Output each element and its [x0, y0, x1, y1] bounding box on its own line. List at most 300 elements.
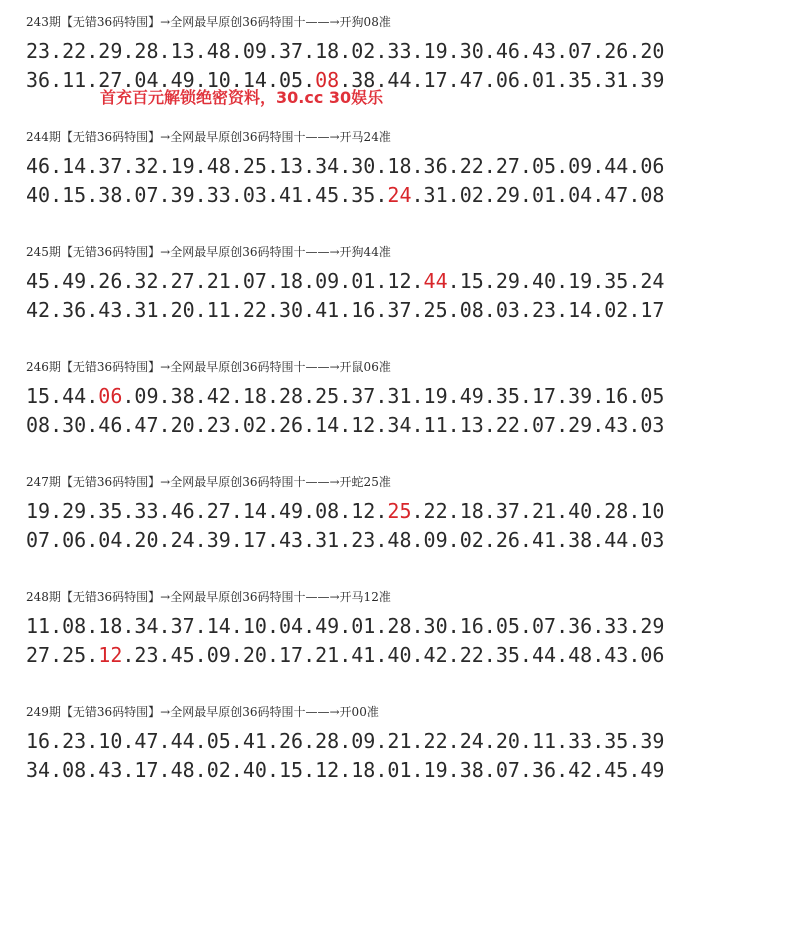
number-cell: 22: [459, 643, 484, 667]
separator-dot: .: [86, 183, 99, 207]
number-cell: 02: [206, 758, 231, 782]
separator-dot: .: [266, 758, 279, 782]
period-block: [26, 238, 800, 325]
period-header: 244期【无错36码特围】→全网最早原创36码特围十——→开马24准: [26, 130, 391, 144]
number-cell: 03: [242, 183, 267, 207]
number-cell: 20: [170, 413, 195, 437]
separator-dot: .: [86, 614, 99, 638]
number-cell: 17: [640, 298, 665, 322]
separator-dot: .: [266, 729, 279, 753]
period-block: [26, 698, 800, 785]
separator-dot: .: [519, 183, 532, 207]
number-cell: 48: [170, 758, 195, 782]
number-cell: 40: [26, 183, 51, 207]
number-cell: 34: [315, 154, 340, 178]
number-cell: 17: [278, 643, 304, 667]
number-cell: 37: [278, 39, 304, 63]
number-cell: 04: [98, 528, 123, 552]
separator-dot: .: [339, 528, 352, 552]
number-cell: 34: [26, 758, 51, 782]
number-cell: 26: [278, 729, 304, 753]
separator-dot: .: [122, 269, 135, 293]
separator-dot: .: [556, 269, 569, 293]
separator-dot: .: [86, 39, 99, 63]
number-cell: 17: [134, 758, 159, 782]
number-cell: 16: [604, 384, 629, 408]
separator-dot: .: [266, 384, 279, 408]
separator-dot: .: [194, 729, 207, 753]
separator-dot: .: [230, 269, 243, 293]
separator-dot: .: [411, 729, 424, 753]
number-cell: 01: [351, 269, 376, 293]
number-cell: 37: [170, 614, 195, 638]
separator-dot: .: [86, 643, 99, 667]
number-cell: 41: [278, 183, 304, 207]
number-cell: 06: [495, 68, 520, 92]
number-row: [26, 526, 800, 555]
number-cell: 08: [640, 183, 665, 207]
number-cell: 47: [134, 729, 159, 753]
number-cell: 49: [459, 384, 484, 408]
number-cell: 05: [495, 614, 520, 638]
number-cell: 43: [98, 758, 123, 782]
period-header: 243期【无错36码特围】→全网最早原创36码特围十——→开狗08准: [26, 15, 391, 29]
separator-dot: .: [86, 269, 99, 293]
separator-dot: .: [375, 384, 388, 408]
separator-dot: .: [122, 758, 135, 782]
number-cell: 04: [568, 183, 593, 207]
number-cell: 10: [206, 68, 231, 92]
separator-dot: .: [483, 643, 496, 667]
separator-dot: .: [519, 68, 532, 92]
number-cell: 07: [568, 39, 593, 63]
number-cell: 12: [351, 413, 376, 437]
number-cell: 22: [495, 413, 520, 437]
separator-dot: .: [628, 643, 641, 667]
number-cell: 47: [604, 183, 629, 207]
separator-dot: .: [230, 39, 243, 63]
separator-dot: .: [592, 413, 605, 437]
separator-dot: .: [122, 413, 135, 437]
period-block: [26, 353, 800, 440]
separator-dot: .: [266, 499, 279, 523]
separator-dot: .: [375, 39, 388, 63]
separator-dot: .: [122, 68, 135, 92]
separator-dot: .: [519, 528, 532, 552]
separator-dot: .: [339, 614, 352, 638]
separator-dot: .: [375, 269, 388, 293]
number-cell: 08: [62, 758, 87, 782]
separator-dot: .: [122, 298, 135, 322]
separator-dot: .: [483, 298, 496, 322]
separator-dot: .: [158, 528, 171, 552]
separator-dot: .: [556, 183, 569, 207]
number-cell: 08: [459, 298, 484, 322]
separator-dot: .: [556, 68, 569, 92]
separator-dot: .: [519, 729, 532, 753]
separator-dot: .: [592, 758, 605, 782]
number-cell: 29: [495, 183, 520, 207]
number-cell: 43: [531, 39, 557, 63]
number-cell: 49: [640, 758, 665, 782]
separator-dot: .: [411, 758, 424, 782]
number-cell: 40: [568, 499, 593, 523]
separator-dot: .: [556, 384, 569, 408]
number-cell: 45: [26, 269, 51, 293]
number-cell: 44: [387, 68, 412, 92]
separator-dot: .: [411, 643, 424, 667]
separator-dot: .: [303, 154, 316, 178]
separator-dot: .: [339, 413, 352, 437]
separator-dot: .: [339, 499, 352, 523]
separator-dot: .: [592, 729, 605, 753]
number-cell: 22: [242, 298, 267, 322]
number-cell: 28: [387, 614, 412, 638]
number-cell: 05: [531, 154, 557, 178]
separator-dot: .: [158, 384, 171, 408]
number-row: [26, 37, 800, 66]
number-cell: 23: [206, 413, 231, 437]
number-cell: 30: [351, 154, 376, 178]
number-row: [26, 756, 800, 785]
number-cell: 27: [98, 68, 123, 92]
number-cell: 35: [568, 68, 593, 92]
separator-dot: .: [194, 758, 207, 782]
number-cell: 46: [495, 39, 520, 63]
number-cell: 18: [459, 499, 484, 523]
number-cell: 20: [640, 39, 665, 63]
separator-dot: .: [447, 183, 460, 207]
separator-dot: .: [303, 298, 316, 322]
number-cell: 30: [62, 413, 87, 437]
number-cell: 29: [568, 413, 593, 437]
separator-dot: .: [592, 183, 605, 207]
number-cell: 38: [568, 528, 593, 552]
separator-dot: .: [50, 269, 63, 293]
separator-dot: .: [122, 39, 135, 63]
separator-dot: .: [230, 413, 243, 437]
separator-dot: .: [556, 528, 569, 552]
separator-dot: .: [628, 729, 641, 753]
separator-dot: .: [411, 499, 424, 523]
number-cell: 34: [387, 413, 412, 437]
separator-dot: .: [483, 528, 496, 552]
separator-dot: .: [303, 499, 316, 523]
separator-dot: .: [86, 528, 99, 552]
period-header: 247期【无错36码特围】→全网最早原创36码特围十——→开蛇25准: [26, 475, 391, 489]
number-cell: 20: [170, 298, 195, 322]
number-row: [26, 612, 800, 641]
separator-dot: .: [375, 298, 388, 322]
separator-dot: .: [447, 729, 460, 753]
separator-dot: .: [375, 643, 388, 667]
number-cell: 43: [604, 413, 629, 437]
number-cell: 44: [604, 154, 629, 178]
separator-dot: .: [375, 499, 388, 523]
number-cell: 41: [531, 528, 557, 552]
separator-dot: .: [628, 384, 641, 408]
separator-dot: .: [628, 614, 641, 638]
period-block: [26, 8, 800, 95]
number-cell: 20: [242, 643, 267, 667]
number-cell: 23: [26, 39, 51, 63]
separator-dot: .: [50, 183, 63, 207]
separator-dot: .: [158, 183, 171, 207]
number-cell: 47: [134, 413, 159, 437]
number-cell: 35: [604, 729, 629, 753]
number-cell: 25: [315, 384, 340, 408]
number-cell: 09: [423, 528, 448, 552]
separator-dot: .: [628, 758, 641, 782]
number-cell: 09: [242, 39, 267, 63]
separator-dot: .: [339, 183, 352, 207]
separator-dot: .: [411, 298, 424, 322]
separator-dot: .: [628, 499, 641, 523]
separator-dot: .: [447, 269, 460, 293]
number-cell: 48: [568, 643, 593, 667]
separator-dot: .: [592, 298, 605, 322]
number-cell: 23: [62, 729, 87, 753]
separator-dot: .: [230, 729, 243, 753]
separator-dot: .: [519, 384, 532, 408]
separator-dot: .: [592, 39, 605, 63]
number-cell: 38: [98, 183, 123, 207]
number-cell: 17: [531, 384, 557, 408]
number-cell: 15: [459, 269, 484, 293]
number-cell: 01: [531, 68, 557, 92]
separator-dot: .: [483, 269, 496, 293]
number-cell: 43: [278, 528, 304, 552]
separator-dot: .: [158, 39, 171, 63]
separator-dot: .: [483, 183, 496, 207]
separator-dot: .: [50, 298, 63, 322]
number-cell: 08: [62, 614, 87, 638]
separator-dot: .: [592, 68, 605, 92]
number-cell: 45: [315, 183, 340, 207]
number-cell: 18: [242, 384, 267, 408]
separator-dot: .: [86, 729, 99, 753]
separator-dot: .: [158, 413, 171, 437]
separator-dot: .: [375, 183, 388, 207]
number-row: [26, 296, 800, 325]
number-cell: 39: [170, 183, 195, 207]
separator-dot: .: [375, 758, 388, 782]
number-cell: 08: [26, 413, 51, 437]
separator-dot: .: [158, 614, 171, 638]
number-cell: 21: [531, 499, 557, 523]
number-cell: 42: [423, 643, 448, 667]
separator-dot: .: [303, 384, 316, 408]
number-cell: 18: [315, 39, 340, 63]
separator-dot: .: [519, 298, 532, 322]
separator-dot: .: [122, 643, 135, 667]
separator-dot: .: [411, 183, 424, 207]
separator-dot: .: [158, 758, 171, 782]
number-cell: 07: [134, 183, 159, 207]
number-cell: 41: [351, 643, 376, 667]
number-cell: 39: [206, 528, 231, 552]
separator-dot: .: [122, 384, 135, 408]
separator-dot: .: [230, 614, 243, 638]
number-cell: 33: [568, 729, 593, 753]
separator-dot: .: [266, 413, 279, 437]
separator-dot: .: [266, 298, 279, 322]
number-cell: 10: [640, 499, 665, 523]
number-cell: 14: [242, 68, 267, 92]
separator-dot: .: [339, 384, 352, 408]
number-cell: 23: [134, 643, 159, 667]
separator-dot: .: [447, 68, 460, 92]
number-cell: 17: [242, 528, 267, 552]
separator-dot: .: [194, 499, 207, 523]
separator-dot: .: [158, 298, 171, 322]
number-cell: 26: [98, 269, 123, 293]
number-cell: 19: [170, 154, 195, 178]
number-cell: 05: [278, 68, 304, 92]
separator-dot: .: [266, 269, 279, 293]
separator-dot: .: [339, 154, 352, 178]
number-cell: 48: [206, 39, 231, 63]
separator-dot: .: [447, 384, 460, 408]
separator-dot: .: [158, 154, 171, 178]
number-cell: 01: [387, 758, 412, 782]
separator-dot: .: [230, 68, 243, 92]
separator-dot: .: [122, 614, 135, 638]
number-cell: 11: [62, 68, 87, 92]
separator-dot: .: [122, 729, 135, 753]
separator-dot: .: [592, 614, 605, 638]
number-cell: 37: [495, 499, 520, 523]
separator-dot: .: [194, 643, 207, 667]
separator-dot: .: [519, 154, 532, 178]
number-cell: 40: [531, 269, 557, 293]
separator-dot: .: [339, 68, 352, 92]
number-cell: 24: [640, 269, 665, 293]
separator-dot: .: [447, 39, 460, 63]
separator-dot: .: [483, 39, 496, 63]
number-cell: 44: [531, 643, 557, 667]
separator-dot: .: [447, 643, 460, 667]
number-cell: 11: [531, 729, 557, 753]
number-cell: 38: [170, 384, 195, 408]
separator-dot: .: [483, 614, 496, 638]
separator-dot: .: [483, 384, 496, 408]
number-cell: 49: [62, 269, 87, 293]
number-row: [26, 727, 800, 756]
period-block: [26, 583, 800, 670]
separator-dot: .: [50, 384, 63, 408]
hit-number: 44: [423, 269, 448, 293]
number-cell: 32: [134, 154, 159, 178]
period-header: 245期【无错36码特围】→全网最早原创36码特围十——→开狗44准: [26, 245, 391, 259]
number-cell: 11: [206, 298, 231, 322]
number-cell: 36: [423, 154, 448, 178]
separator-dot: .: [483, 499, 496, 523]
separator-dot: .: [122, 183, 135, 207]
number-cell: 19: [423, 758, 448, 782]
number-cell: 25: [242, 154, 267, 178]
separator-dot: .: [86, 298, 99, 322]
separator-dot: .: [50, 758, 63, 782]
separator-dot: .: [122, 154, 135, 178]
separator-dot: .: [122, 528, 135, 552]
number-cell: 46: [170, 499, 195, 523]
separator-dot: .: [592, 154, 605, 178]
separator-dot: .: [628, 298, 641, 322]
number-cell: 28: [315, 729, 340, 753]
separator-dot: .: [303, 614, 316, 638]
number-cell: 44: [604, 528, 629, 552]
number-cell: 02: [242, 413, 267, 437]
separator-dot: .: [230, 528, 243, 552]
number-cell: 14: [242, 499, 267, 523]
separator-dot: .: [86, 154, 99, 178]
number-cell: 24: [459, 729, 484, 753]
number-cell: 33: [206, 183, 231, 207]
number-cell: 20: [495, 729, 520, 753]
separator-dot: .: [556, 154, 569, 178]
number-cell: 32: [134, 269, 159, 293]
separator-dot: .: [556, 499, 569, 523]
number-cell: 27: [206, 499, 231, 523]
number-cell: 19: [26, 499, 51, 523]
separator-dot: .: [519, 758, 532, 782]
number-cell: 04: [134, 68, 159, 92]
number-cell: 26: [278, 413, 304, 437]
number-cell: 07: [26, 528, 51, 552]
number-cell: 16: [26, 729, 51, 753]
separator-dot: .: [375, 614, 388, 638]
separator-dot: .: [592, 499, 605, 523]
number-cell: 01: [531, 183, 557, 207]
number-cell: 03: [640, 528, 665, 552]
number-cell: 15: [62, 183, 87, 207]
separator-dot: .: [556, 758, 569, 782]
number-cell: 30: [423, 614, 448, 638]
separator-dot: .: [230, 154, 243, 178]
number-cell: 09: [134, 384, 159, 408]
separator-dot: .: [303, 528, 316, 552]
number-cell: 14: [568, 298, 593, 322]
separator-dot: .: [266, 643, 279, 667]
number-cell: 19: [423, 384, 448, 408]
number-cell: 45: [170, 643, 195, 667]
number-cell: 24: [170, 528, 195, 552]
number-cell: 21: [206, 269, 231, 293]
separator-dot: .: [50, 528, 63, 552]
number-cell: 39: [568, 384, 593, 408]
number-cell: 43: [98, 298, 123, 322]
separator-dot: .: [303, 729, 316, 753]
number-cell: 48: [206, 154, 231, 178]
number-cell: 46: [98, 413, 123, 437]
separator-dot: .: [519, 39, 532, 63]
separator-dot: .: [411, 528, 424, 552]
separator-dot: .: [628, 183, 641, 207]
number-cell: 36: [62, 298, 87, 322]
separator-dot: .: [86, 758, 99, 782]
separator-dot: .: [628, 154, 641, 178]
separator-dot: .: [375, 729, 388, 753]
number-cell: 25: [423, 298, 448, 322]
separator-dot: .: [411, 68, 424, 92]
number-cell: 38: [351, 68, 376, 92]
number-cell: 31: [604, 68, 629, 92]
separator-dot: .: [592, 643, 605, 667]
separator-dot: .: [483, 154, 496, 178]
separator-dot: .: [628, 269, 641, 293]
promo-watermark[interactable]: 首充百元解锁绝密资料，30.cc 30娱乐: [100, 88, 384, 107]
